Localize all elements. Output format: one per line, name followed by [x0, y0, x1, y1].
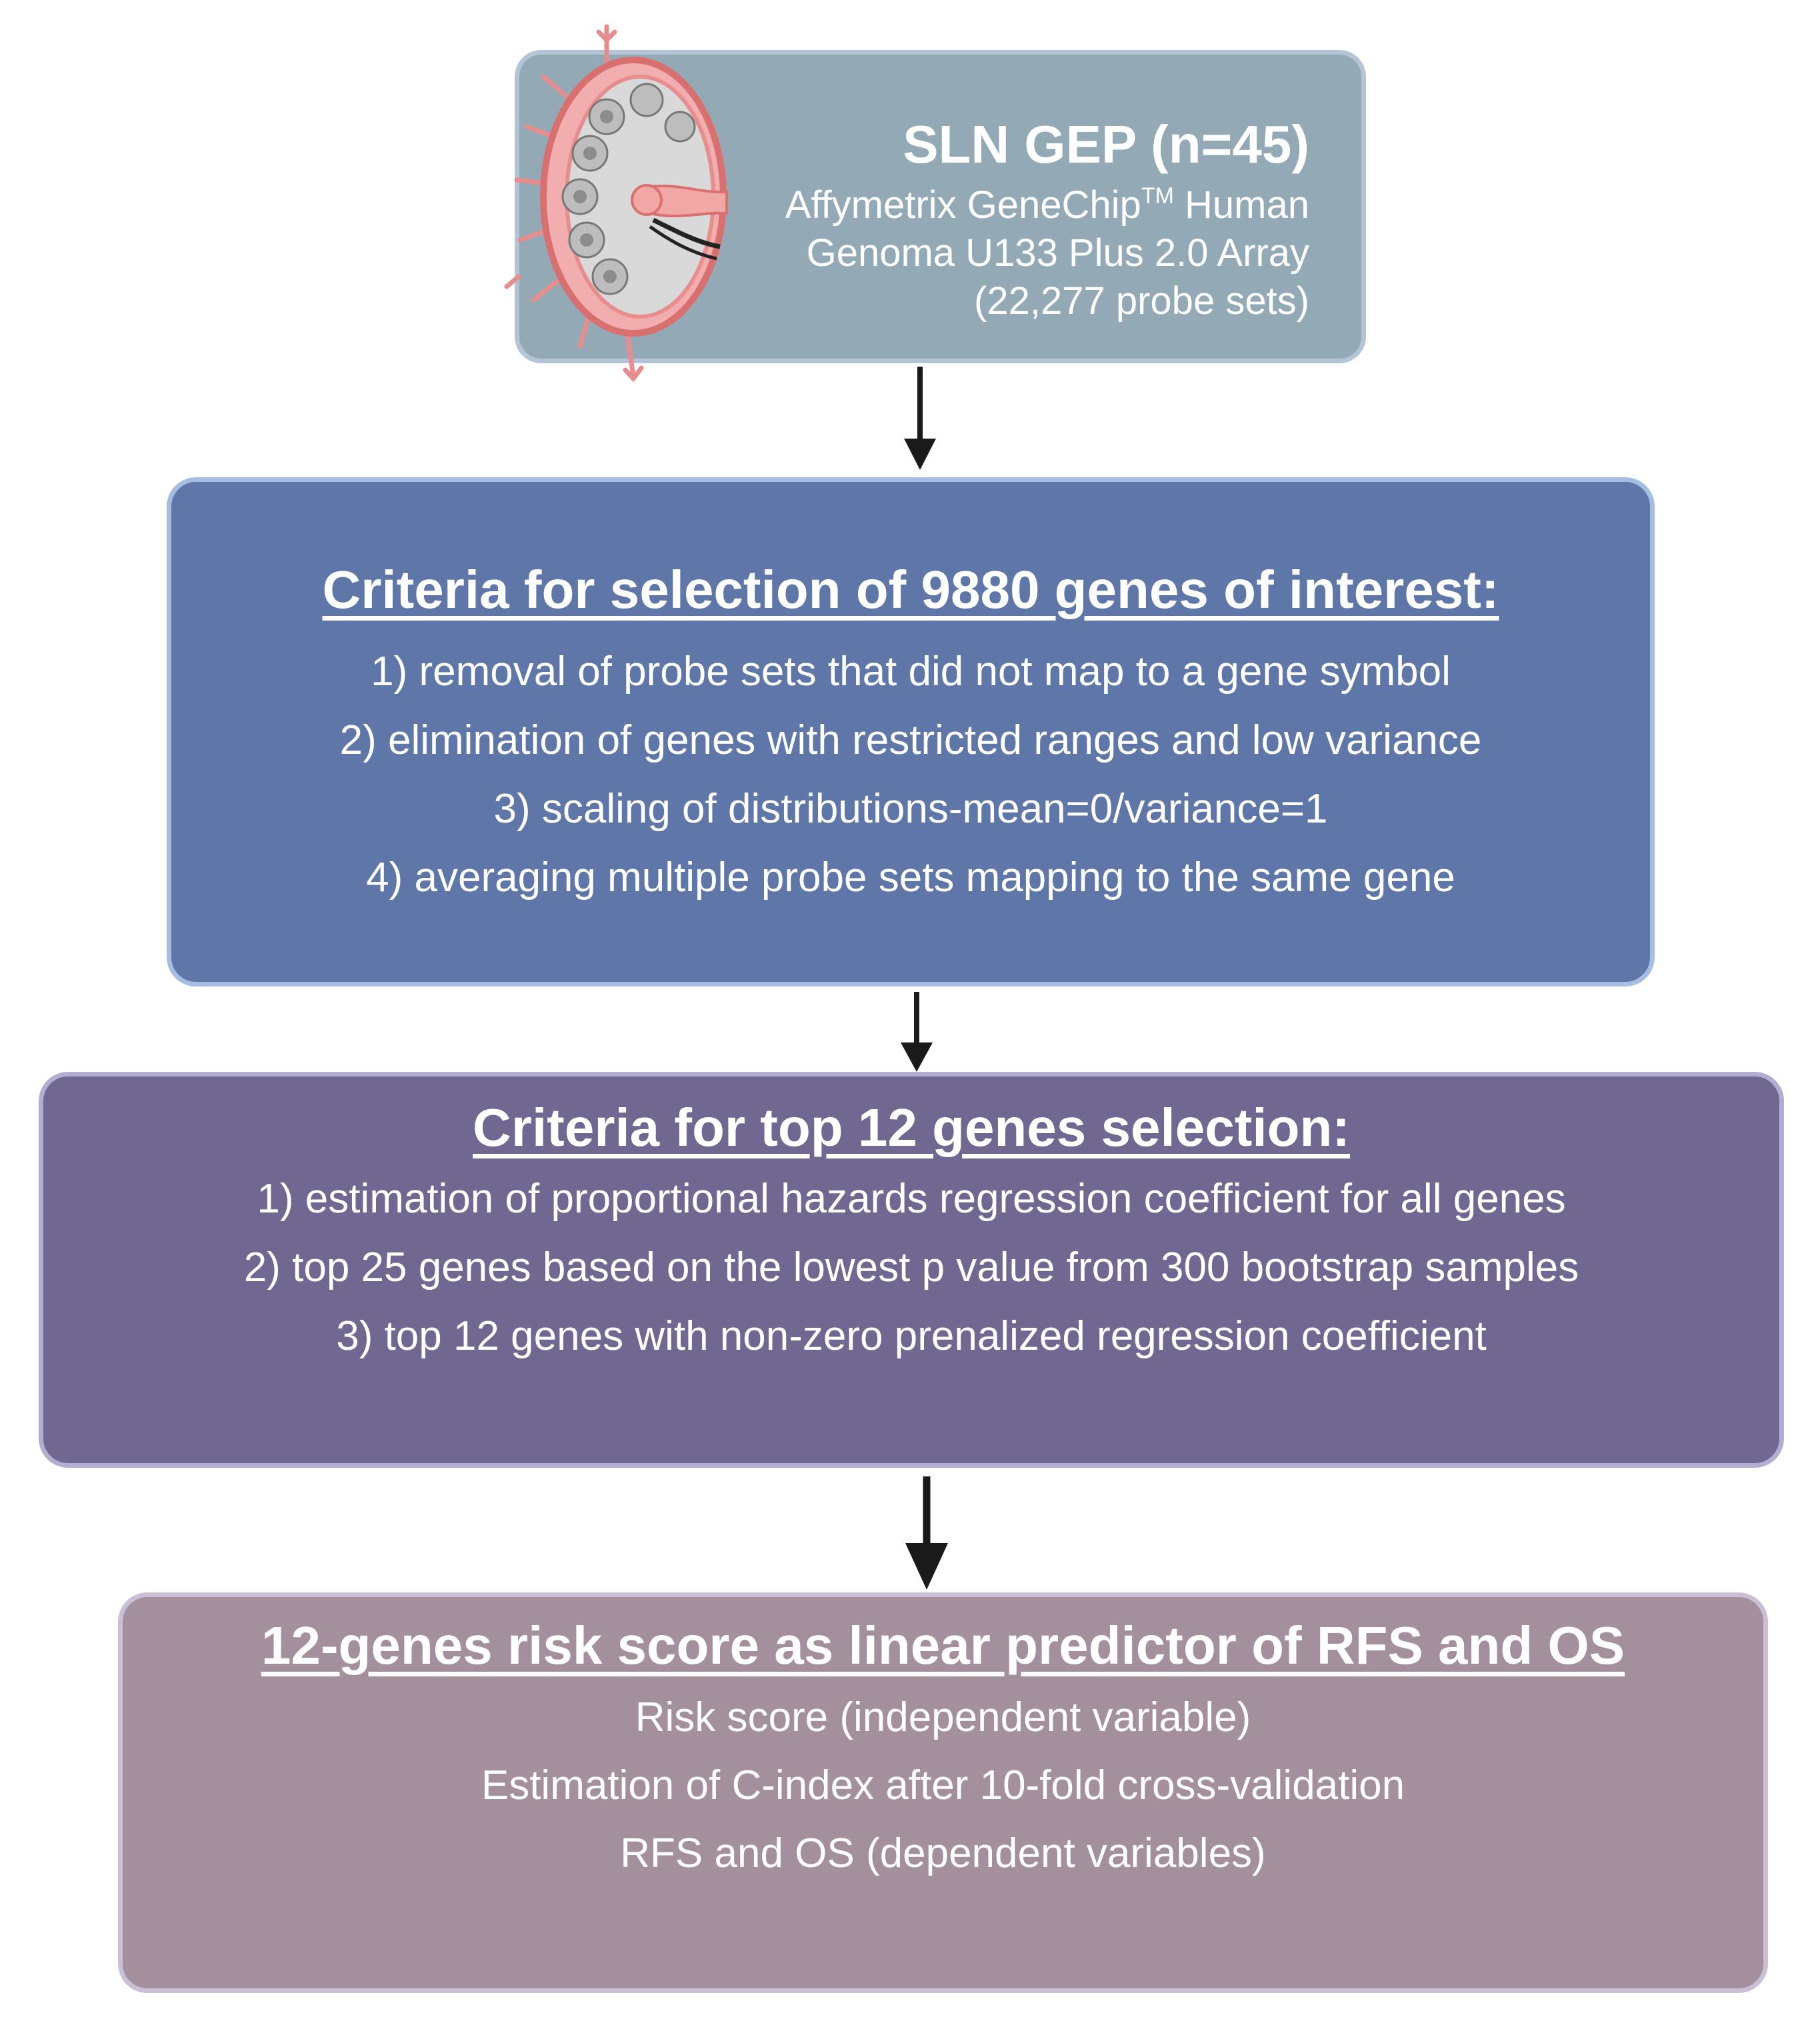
lymph-node-icon [480, 13, 733, 387]
array-name-end: Human [1173, 183, 1309, 227]
list-item: 3) scaling of distributions-mean=0/variance=1 [493, 786, 1328, 832]
list-item: Estimation of C-index after 10-fold cross-validation [481, 1762, 1405, 1808]
probe-sets-count: (22,277 probe sets) [974, 279, 1309, 323]
sln-gep-text [785, 108, 1309, 325]
arrow-2 [897, 992, 937, 1075]
top-genes-criteria-box [39, 1072, 1784, 1468]
arrow-3 [900, 1476, 953, 1593]
list-item: RFS and OS (dependent variables) [620, 1830, 1266, 1876]
risk-score-box [118, 1592, 1768, 1993]
array-name-line-2: Genoma U133 Plus 2.0 Array [806, 231, 1309, 275]
list-item: 1) estimation of proportional hazards regression coefficient for all genes [257, 1176, 1566, 1222]
risk-score-heading: 12-genes risk score as linear predictor of RFS and OS [261, 1616, 1625, 1675]
arrow-1 [900, 367, 940, 473]
top-genes-heading: Criteria for top 12 genes selection: [473, 1098, 1350, 1157]
list-item: 4) averaging multiple probe sets mapping to the same gene [366, 855, 1455, 901]
list-item: 1) removal of probe sets that did not map to a gene symbol [371, 649, 1451, 695]
array-name-line-1 [785, 181, 1309, 229]
sln-gep-title: SLN GEP (n=45) [903, 115, 1309, 174]
list-item: 3) top 12 genes with non-zero prenalized regression coefficient [336, 1313, 1487, 1359]
top-genes-list [43, 1164, 1779, 1370]
gene-selection-list [171, 637, 1650, 912]
list-item: 2) top 25 genes based on the lowest p value from 300 bootstrap samples [243, 1244, 1579, 1290]
array-name-main: Affymetrix GeneChip [785, 183, 1141, 227]
gene-selection-criteria-box [167, 477, 1655, 987]
list-item: 2) elimination of genes with restricted ranges and low variance [339, 717, 1482, 763]
list-item: Risk score (independent variable) [635, 1694, 1251, 1740]
trademark-sup: TM [1141, 183, 1174, 209]
gene-selection-heading: Criteria for selection of 9880 genes of interest: [322, 560, 1499, 619]
risk-score-list [123, 1684, 1763, 1888]
